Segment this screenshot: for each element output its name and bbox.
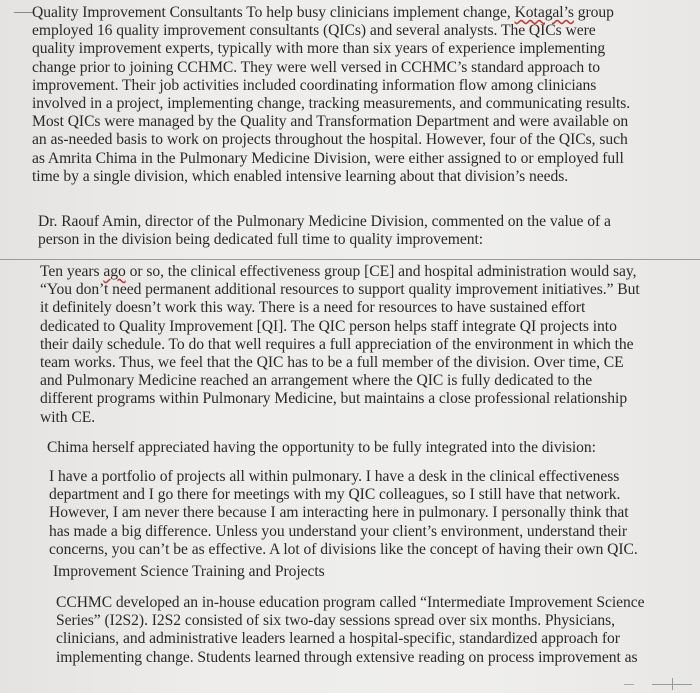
text-line: with CE. xyxy=(40,408,96,426)
text-line: person in the division being dedicated full time to quality improvement: xyxy=(38,231,484,249)
text-line: quality improvement experts, typically with more than six years of experience implementing xyxy=(32,40,606,58)
text-line: Series” (I2S2). I2S2 consisted of six two-day sessions spread over six months. Physicians, xyxy=(56,612,615,630)
text-line: and Pulmonary Medicine reached an arrangement where the QIC is fully dedicated to the xyxy=(40,372,593,390)
scroll-indicator[interactable] xyxy=(624,678,694,690)
text-line: improvement. Their job activities included coordinating information flow among clinicians xyxy=(32,76,597,94)
text-line: Improvement Science Training and Projects xyxy=(53,563,325,580)
text-line: Dr. Raouf Amin, director of the Pulmonary Medicine Division, commented on the value of a xyxy=(38,213,611,230)
text-line: I have a portfolio of projects all within pulmonary. I have a desk in the clinical effectiveness xyxy=(49,468,620,485)
spellcheck-word: Kotagal’s xyxy=(514,4,574,21)
spellcheck-word: ago xyxy=(103,263,126,280)
paragraph-chima-quote xyxy=(49,468,638,559)
text-line: implementing change. Students learned through extensive reading on process improvement as xyxy=(56,648,638,666)
margin-mark xyxy=(14,12,34,13)
text-line: Ten years ago or so, the clinical effectiveness group [CE] and hospital administration would say, xyxy=(40,263,637,280)
text-line: change prior to joining CCHMC. They were well versed in CCHMC’s standard approach to xyxy=(32,58,601,76)
divider-rule xyxy=(0,259,700,260)
text-line: their daily schedule. To do that well requires a full appreciation of the environment in which the xyxy=(40,335,634,353)
text-line: different programs within Pulmonary Medicine, but maintains a close professional relationship xyxy=(40,390,628,408)
section-heading xyxy=(53,563,325,581)
text-line: involved in a project, implementing change, tracking measurements, and communicating results. xyxy=(32,95,631,113)
text-line: it definitely doesn’t work this way. There is a need for resources to have sustained effort xyxy=(40,299,586,317)
text-line: Quality Improvement Consultants To help busy clinicians implement change, Kotagal’s group xyxy=(32,4,614,21)
text-line: clinicians, and administrative leaders learned a hospital-specific, standardized approach for xyxy=(56,630,620,648)
text-line: has made a big difference. Unless you understand your client’s environment, understand their xyxy=(49,522,627,540)
text-line: “You don’t need permanent additional resources to support quality improvement initiatives.” But xyxy=(40,281,640,299)
text-line: department and I go there for meetings with my QIC colleagues, so I still have that network. xyxy=(49,486,621,504)
paragraph-amin-intro xyxy=(38,213,611,249)
paragraph-i2s2 xyxy=(56,594,645,667)
text-line: However, I am never there because I am interacting here in pulmonary. I personally think that xyxy=(49,504,629,522)
paragraph-amin-quote xyxy=(40,263,640,427)
text-line: Most QICs were managed by the Quality and Transformation Department and were available on xyxy=(32,113,629,131)
text-line: employed 16 quality improvement consultants (QICs) and several analysts. The QICs were xyxy=(32,22,596,40)
paragraph-chima-intro xyxy=(47,439,596,457)
text-line: as Amrita Chima in the Pulmonary Medicine Division, were either assigned to or employed full xyxy=(32,149,624,167)
text-line: an as-needed basis to work on projects throughout the hospital. However, four of the QICs, such xyxy=(32,131,628,149)
paragraph-qic xyxy=(32,4,630,186)
text-line: concerns, you can’t be as effective. A lot of divisions like the concept of having their own QIC. xyxy=(49,540,638,558)
text-line: team works. Thus, we feel that the QIC has to be a full member of the division. Over time, CE xyxy=(40,354,624,372)
text-line: dedicated to Quality Improvement [QI]. The QIC person helps staff integrate QI projects into xyxy=(40,317,617,335)
text-line: Chima herself appreciated having the opportunity to be fully integrated into the division: xyxy=(47,439,596,456)
text-line: time by a single division, which enabled intensive learning about that division’s needs. xyxy=(32,167,569,185)
text-line: CCHMC developed an in-house education program called “Intermediate Improvement Science xyxy=(56,594,645,611)
